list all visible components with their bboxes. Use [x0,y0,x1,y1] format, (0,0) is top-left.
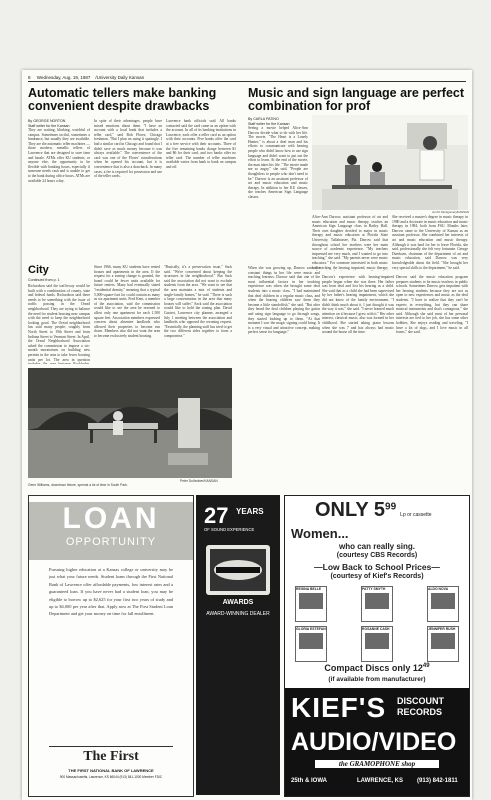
music-column-2b: When she was growing up, Darrow said, the constant things in her life were music and teaching learners. Darrow said that one of the most influential factors in her teaching experience was when she brought some deaf students into a music class. "I had maintained that deaf children in a regular music class, and when the hearing children saw them they became a little standoffish," she said. "But after they heard the deaf children playing the guitar and using sign language to go through songs, they started looking up to them. "At that moment I saw the magic signing could bring. It is a very visual and attractive concept, making perfect sense for language." [248,266,320,335]
loan-ad-body: Pursuing higher education at a Kansas college or university may be just what your future needs. Student loans through the First National Bank of Lawrence offer affordable payments, low interest rates and a guaranteed loan. If you have never had a student loan, you may be eligible to borrow up to $2,625 for your first two years of study and up to $4,000 per year after that. Apply now at The First Student Loan Department and get your money on time for fall enrollment. [49,567,173,617]
cd-offer-cents: 49 [422,663,430,669]
city-continued: Continued from p. 1 [28,278,60,282]
loan-ad-bank-name: THE FIRST NATIONAL BANK OF LAWRENCE [68,768,154,773]
kiefs-ad [284,495,470,797]
price-cents: 99 [385,501,397,513]
kiefs-prices: —Low Back to School Prices— [314,562,440,572]
atm-byline-title: Staff writer for the Kansan [28,123,70,128]
record-5-artist: ROSANNE CASH [362,627,390,631]
record-2-artist: PATTY SMYTH [362,587,386,591]
record-6-artist: JENNIFER RUSH [428,627,456,631]
kiefs-cbs: (courtesy CBS Records) [336,552,418,559]
price-banner [315,499,465,523]
music-byline [248,117,289,126]
opportunity-title: OPPORTUNITY [65,536,157,548]
classroom-photo-credit: Jon M. Montgomery/KANSAN [432,210,469,214]
atm-headline: Automatic tellers make banking convenient despite drawbacks [28,86,217,113]
price-unit: Lp or cassette [400,512,432,518]
paper-name: /University Daily Kansan [95,75,145,80]
newspaper-page [22,70,472,800]
record-4-artist: GLORIA ESTEFAN [296,627,326,631]
kiefs-phone: (913) 842-1811 [417,778,458,784]
kiefs-logo-block [285,688,469,796]
park-scene-image [28,368,232,478]
music-column-5: She received a master's degree in music therapy in 1980 and a doctorate in music education and music therapy in 1984, both from FSU. Months later, Darrow came to the University of Kansas as an assistant professor. She combined her interests of art and music education and music therapy. Although it was hard for her to leave Florida, she said, professionally she felt very fortunate. George Duerksen, chairman of the department of art and music education, said Darrow was very knowledgeable about the field. "She brought her very special skills to the department," he said. [392,215,468,270]
kiefs-gramophone: the GRAMOPHONE shop [315,760,439,768]
record-5-cover-icon [365,633,389,649]
kiefs-sing: who can really sing. [338,542,416,551]
page-number: 8 [28,75,31,80]
atm-byline-name: By GEORGE NORTON [28,119,66,123]
sound-ad [196,495,280,795]
park-photo-credit: Peter Dulhrober/KANSAN [180,479,218,483]
loan-ad-address: 900 Massachusetts, Lawrence, KS 66044 (913) 841-1000 Member FDIC [59,775,163,779]
atm-column-3: Lawrence bank officials said. All banks contacted said the card came as an option with the account. In all of its banking institutions in Lawrence, each offer a teller card as an option with their accounts. Five banks offer the card at a free service with their accounts. Three of the five remaining banks charge between $1 and $6 for their card, and two banks offer no teller card. The number of teller machines available varies from bank to bank on campus and off. [166,119,236,169]
record-2 [361,586,393,622]
price-main: ONLY 5 [315,499,386,521]
kiefs-address-1: 25th & IOWA [291,778,328,784]
city-column-2: Since 1966, many KU students have rented houses and apartments in the area. If the request for a zoning change is granted, the board could be fewer units available for future renters. Many had eventually stated "residential density," meaning that a typical 5,000-square-foot lot could contain as many as six apartment units. Fred Kent, a member of the association, said the commission would like to see the area be rezoned to allow only one apartment for each 1,500 square feet. Association members expressed concern about absentee landlords who allowed their properties to become run down. Members also did not want the area to become exclusively student housing. [94,265,160,338]
park-photo-caption: Gene Williams, downtown fixture, spends a lot of time in South Park. [28,483,128,487]
music-byline-name: By CARLA PATINO [248,117,279,121]
kiefs-audio-video: AUDIO/VIDEO [291,728,457,756]
record-3 [427,586,459,622]
kiefs-women: Women... [291,526,349,541]
kiefs-address-2: LAWRENCE, KS [357,778,404,784]
music-column-4: Alice-Ann Darrow, assistant professor of art and music education and music therapy, teaches an American Sign Language class in Bailey Hall. Their own daughter decided to major in music therapy and music education at Florida State University, Tallahassee, Fla. Darrow said that throughout school her teachers were her main source of academic experience. "My teachers impressed me very much, and I wanted to go into teaching," she said. "My parents never were music educators." For someone interested in both music and teaching the hearing impaired, music therapy [312,215,388,270]
record-3-cover-icon [431,593,455,609]
music-column-1: Seeing a movie helped Alice-Ann Darrow decide what to do with her life. The movie, "The Heart is a Lonely Hunter," is about a deaf man and his efforts to communicate with hearing people who didn't know how to use sign language and didn't want to put out the effort to learn. At the end of the movie, the man takes his life. "The movie made me so angry," she said. "People are thoughtless to people who don't need to be." Darrow is an assistant professor of art and music education and music therapy. In addition to her KU classes, she teaches American Sign Language classes. [248,126,308,199]
atm-column-2: In spite of their advantages, people have mixed emotions about them. "I have an account with a local bank that includes a teller card," said Bob Flores, Chicago freshman. "But I plan on using it sparingly. I had a similar card in Chicago and found that I didn't save as much money because it was always available." The convenience of the card was one of the Flores' considerations when he opened his account, but it is convenience that is also a drawback. In many cases, a fee is required for possession and use of the teller cards. [94,119,162,179]
sound-ad-dealer: AWARD-WINNING DEALER [206,611,270,617]
cd-offer [285,663,469,673]
record-2-cover-icon [365,593,389,609]
record-6 [427,626,459,662]
record-1-cover-icon [299,593,323,609]
record-6-cover-icon [431,633,455,649]
kiefs-discount: DISCOUNT [397,696,444,706]
sound-ad-awards: AWARDS [222,599,254,606]
award-logo-icon [206,545,270,595]
kiefs-courtesy: (courtesy of Kief's Records) [330,573,424,580]
city-column-1: Richardson said the trafficway would be built with a combination of county, state and federal funds. Richardson said there needs to be something with the issue of traffic passing in the Oread neighborhood. They are trying to balance the need for student housing near campus with the need to keep the neighborhood looking good. The Oread neighborhood has said many people, roughly from North Street to 19th Street and from Indiana Street to Vermont Street. In April, the Oread Neighborhood Association asked the commission to impose a six-month moratorium on building new permits in the area to take fewer housing units per lot. The area in question [28,284,90,362]
record-1 [295,586,327,622]
record-4-cover-icon [299,633,323,649]
loan-ad-banner [29,502,193,560]
kiefs-name: KIEF'S [291,692,387,723]
issue-date: Wednesday, Aug. 19, 1987 [36,75,91,80]
sound-ad-number: 27 [204,503,229,528]
music-headline: Music and sign language are perfect combination for prof [248,86,465,113]
loan-ad [28,495,194,797]
sound-ad-tagline: OF SOUND EXPERIENCE [204,527,255,532]
record-1-artist: REGINA BELLE [296,587,322,591]
classroom-photo [312,115,468,210]
city-label: City [28,264,49,276]
music-column-6b: Darrow said the music education program prepares students to be music teachers in public schools. Sometimes Darrow gets impatient with her hearing students because they are not as open to new experiences and music as the deaf students. "I have to realize that they can't be experts in everything, but they can share musical instruments and that's contagious," she said. Although she said most of her personal interests are tied to her job, she has some other hobbies. She enjoys reading and traveling. "I have a lot of dogs, and I love music in all forms," she said. [396,275,468,335]
record-4 [295,626,327,662]
award-badge-icon [206,545,270,595]
cd-note: (if available from manufacturer) [328,676,426,683]
city-column-3: "Basically, it's a preservation issue," Sack said. "We're concerned about keeping the structures in the neighborhood." But Sack said the association did not want to exclude students from the area. "We want to see that the area maintain a mix of students and single-family homes," he said. "There is such a large concentration in the area that many houses will suffer." Sack said the association would like to hold the zoning plan. David Gustert, Lawrence city planner, arranged a July 1 meeting between the association and landlords who opposed the rezoning request. "Essentially, the planning staff has tried to get the two different sides together to form a compromise." [164,265,232,338]
record-3-artist: ALDO NOVA [428,587,449,591]
loan-title: LOAN [62,502,160,535]
music-column-3b: Darrow's experience with hearing-impaired people began when she was three. Her father was born deaf and lost his hearing as a child. She said that as a child she had been supervised by her father's hearing impairment, which she did not know of the family environment. "I didn't think much about it. I just thought it was the way it was," she said. "I never learned much attention on it because I grew with it." Her other interest, classical music, also was formed in her childhood. She started taking piano lessons when she was 7 and has always had music around the house all the time. [322,275,394,335]
atm-byline [28,119,88,128]
cd-offer-text: Compact Discs only 12 [324,663,423,673]
loan-ad-logo: The First [49,746,173,765]
park-photo [28,368,232,478]
page-header [28,75,466,82]
sound-ad-years: YEARS [236,507,264,516]
classroom-image [312,115,468,210]
kiefs-records: RECORDS [397,707,443,717]
record-5 [361,626,393,662]
atm-column-1: They are waiting, blinking, watchful of campus. Sometimes tactful, sometimes a hindrance, but usually they are available. They are the automatic teller machines — those modern, metallic tellers of Lawrence that are designed to save time and hassle. ATMs offer KU students, or anyone else, the opportunity to be flexible with banking hours, especially if someone needs cash and is unable to get to the bank during office hours. ATMs are available 24 hours a day. [28,128,90,183]
music-byline-title: Staff writer for the Kansan [248,121,290,126]
